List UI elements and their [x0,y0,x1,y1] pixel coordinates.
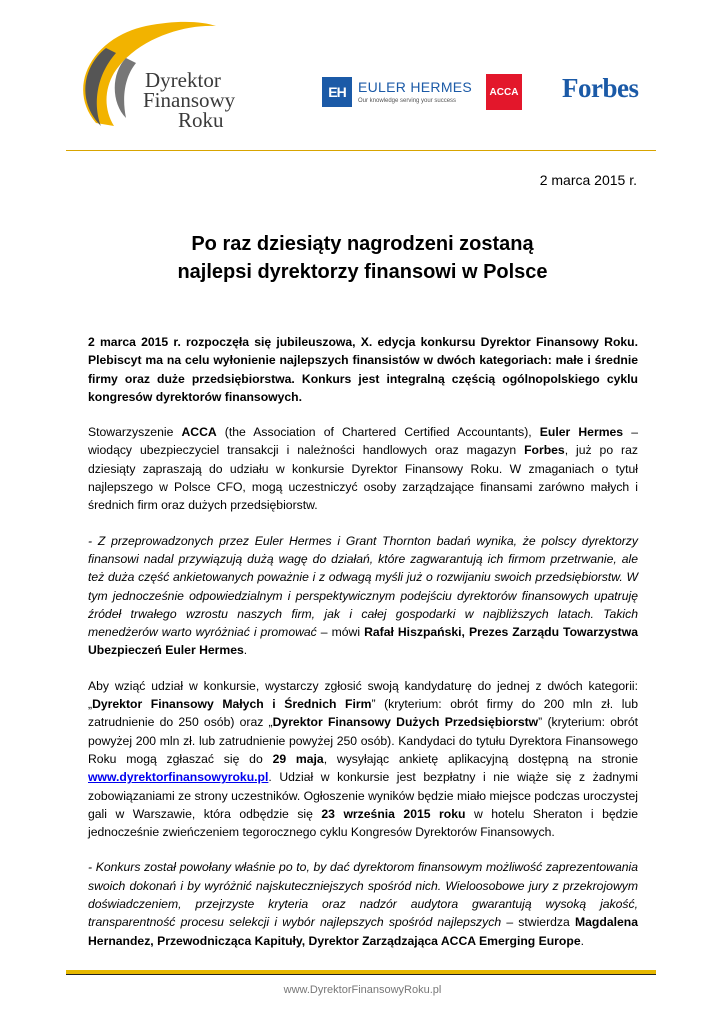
logo-line-1: Dyrektor [145,68,221,92]
quote-author: Rafał Hiszpański, Prezes Zarządu Towarzystwa Ubezpieczeń Euler Hermes [88,625,638,658]
paragraph-quote-hiszpanski [88,532,638,660]
euler-hermes-tagline: Our knowledge serving your success [358,98,457,104]
text: , wysyłając ankietę aplikacyjną dostępną na stronie [323,751,639,766]
text: Aby wziąć udział w konkursie, wystarczy zgłosić swoją kandydaturę do jednej z dwóch kategorii: „ [88,678,638,712]
euler-hermes-name-bold: Euler Hermes [539,425,624,440]
footer-url: www.DyrektorFinansowyRoku.pl [283,984,442,996]
category-large: Dyrektor Finansowy Dużych Przedsiębiorstw [272,715,539,730]
logo-text [145,70,235,130]
article-body [88,333,638,967]
text: , już po raz dziesiąty zapraszają do udziału w konkursie Dyrektor Finansowy Roku. W zmaganiach o tytuł najlepszego w Polsce CFO, mogą uczestniczyć osoby zarządzające finansami zarówno małych i średnich firm oraz dużych przedsiębiorstw. [88,443,638,513]
text: – mówi [316,625,365,640]
text: . [580,933,584,948]
release-date: 2 marca 2015 r. [539,172,637,188]
text: . [243,643,248,658]
footer-divider [66,970,656,975]
paragraph-organizers [88,423,638,514]
quote-text: - Z przeprowadzonych przez Euler Hermes i Grant Thornton badań wynika, że polscy dyrektorzy finansowi nadal przywiązują dużą wagę do działań, które zagwarantują ich firmom przetrwanie, ale też duża część ankietowanych poważnie i z odwagą myśli już o rozwijaniu swoich przedsiębiorstw. W tym jednocześnie odpowiedzialnym i perspektywicznym podejściu dyrektorów finansowych upatruję źródeł trwałego wzrostu naszych firm, jak i całej gospodarki w najbliższych latach. Takich menedżerów warto wyróżniać i promować [88,533,638,640]
text: . Udział w konkursie jest bezpłatny i nie wiąże się z żadnymi zobowiązaniami ze strony uczestników. Ogłoszenie wyników będzie miało miejsce podczas uroczystej gali w Warszawie, która odbędzie się [88,770,638,821]
page-title [66,230,659,286]
category-small-medium: Dyrektor Finansowy Małych i Średnich Firm [92,697,372,712]
forbes-name: Forbes [524,443,565,458]
website-link[interactable]: www.dyrektorfinansowyroku.pl [88,770,269,785]
acca-name: ACCA [181,425,217,440]
deadline-date: 29 maja [272,751,324,766]
text: – wiodący ubezpieczyciel transakcji i należności handlowych oraz magazyn [88,425,638,458]
letterhead [0,0,725,150]
paragraph-rules [88,677,638,842]
text: ” (kryterium: obrót powyżej 200 mln zł. lub zatrudnienie powyżej 250 osób). Kandydaci do tytułu Dyrektora Finansowego Roku mogą zgłaszać się do [88,715,638,766]
logo-line-3: Roku [178,108,224,132]
lead-paragraph: 2 marca 2015 r. rozpoczęła się jubileuszowa, X. edycja konkursu Dyrektor Finansowy Roku. Plebiscyt ma na celu wyłonienie najlepszych finansistów w dwóch kategoriach: małe i średnie firmy oraz duże przedsiębiorstwa. Konkurs jest integralną częścią ogólnopolskiego cyklu kongresów dyrektorów finansowych. [88,335,638,404]
text: w hotelu Sheraton i będzie jednocześnie zwieńczeniem tegorocznego cyklu Kongresów Dyrektorów Finansowych. [88,806,639,840]
euler-hermes-logo [322,74,473,110]
forbes-logo: Forbes [562,73,639,103]
euler-hermes-name: EULER HERMES [358,79,473,95]
text: – stwierdza [501,915,575,930]
text: (the Association of Chartered Certified Accountants), [216,425,540,440]
header-divider [66,150,656,151]
quote-text: - Konkurs został powołany właśnie po to, by dać dyrektorom finansowym możliwość zaprezentowania swoich dokonań i by wyróżnić najskuteczniejszych spośród nich. Wieloosobowe jury z przekrojowym doświadczeniem, przejrzyste kryteria oraz nadzór audytora gwarantują wysoką jakość, transparentność procesu selekcji i wybór najlepszych spośród najlepszych [88,860,638,930]
euler-hermes-mark-icon: EH [322,77,352,107]
logo-line-2: Finansowy [143,88,236,112]
quote-author: Magdalena Hernandez, Przewodnicząca Kapituły, Dyrektor Zarządzająca ACCA Emerging Europe [88,915,638,948]
acca-logo: ACCA [486,74,522,110]
gala-date: 23 września 2015 roku [321,806,466,821]
paragraph-quote-hernandez [88,858,638,949]
title-line-1: Po raz dziesiąty nagrodzeni zostaną [191,233,534,255]
text: ” (kryterium: obrót firmy do 200 mln zł. lub zatrudnienie do 250 osób) oraz „ [88,697,639,730]
text: Stowarzyszenie [88,425,182,440]
title-line-2: najlepsi dyrektorzy finansowi w Polsce [177,261,548,283]
